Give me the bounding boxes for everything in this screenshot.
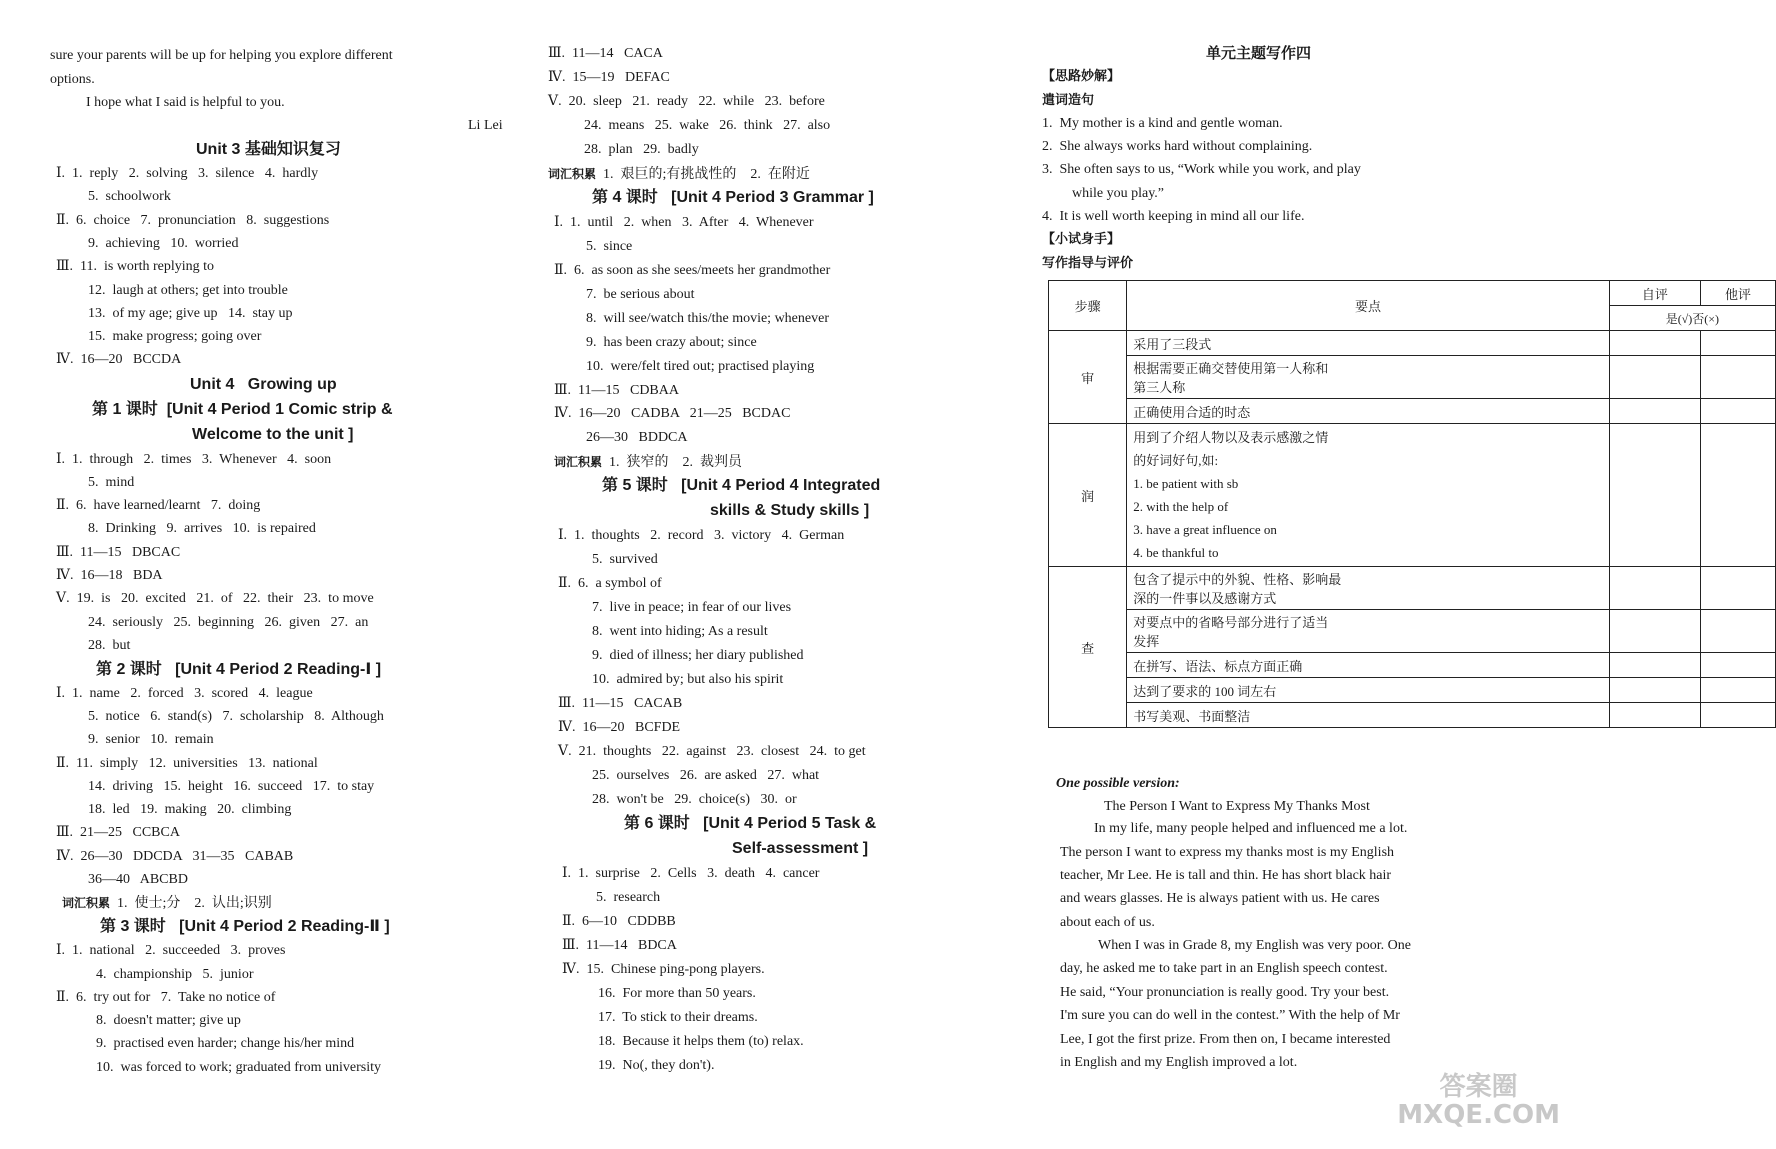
- essay-line: He said, “Your pronunciation is really good. Try your best.: [1060, 985, 1390, 1000]
- answer-line: 10. were/felt tired out; practised playing: [586, 359, 815, 374]
- subsection-label: 遣词造句: [1042, 93, 1095, 108]
- answer-line: 5. notice 6. stand(s) 7. scholarship 8. Although: [88, 709, 384, 724]
- table-cell: [1127, 567, 1609, 610]
- vocab-label: 词汇积累: [554, 455, 603, 469]
- essay-line: Lee, I got the first prize. From then on, I became interested: [1060, 1032, 1391, 1047]
- vocab-label: 词汇积累: [548, 167, 597, 181]
- period-title: [Unit 4 Period 3 Grammar ]: [671, 189, 874, 206]
- answer-line: Ⅱ. 6. as soon as she sees/meets her grandmother: [554, 263, 831, 278]
- table-cell: 在拼写、语法、标点方面正确: [1127, 653, 1609, 678]
- answer-line: 28. plan 29. badly: [584, 142, 699, 157]
- answer-line: 4. championship 5. junior: [96, 967, 254, 982]
- header-points: 要点: [1127, 281, 1609, 331]
- answer-line: Ⅰ. 1. reply 2. solving 3. silence 4. hardly: [56, 166, 319, 181]
- essay-line: day, he asked me to take part in an English speech contest.: [1060, 961, 1388, 976]
- answer-line: 16. For more than 50 years.: [598, 986, 756, 1001]
- answer-line: 36—40 ABCBD: [88, 872, 188, 887]
- period-label: 第 1 课时: [92, 401, 158, 418]
- essay-line: about each of us.: [1060, 915, 1155, 930]
- answer-line: 24. means 25. wake 26. think 27. also: [584, 118, 831, 133]
- answer-line: 8. went into hiding; As a result: [592, 624, 768, 639]
- header-peer: 他评: [1701, 281, 1776, 306]
- period-heading: [624, 815, 876, 833]
- table-cell: 达到了要求的 100 词左右: [1127, 678, 1609, 703]
- peer-check-cell[interactable]: [1701, 399, 1776, 424]
- essay-line: When I was in Grade 8, my English was very poor. One: [1098, 938, 1411, 953]
- table-cell: [1127, 356, 1609, 399]
- essay-title: The Person I Want to Express My Thanks Most: [1104, 799, 1370, 814]
- answer-line: Ⅱ. 11. simply 12. universities 13. national: [56, 756, 318, 771]
- period-heading: [592, 189, 874, 207]
- period-heading: [100, 918, 390, 936]
- answer-line: 19. No(, they don't).: [598, 1058, 715, 1073]
- answer-line: Ⅰ. 1. through 2. times 3. Whenever 4. soon: [56, 452, 332, 467]
- step-shen: 审: [1049, 331, 1127, 424]
- peer-check-cell[interactable]: [1701, 331, 1776, 356]
- vocab-text: 1. 使士;分 2. 认出;识别: [117, 896, 272, 911]
- period-title: [Unit 4 Period 1 Comic strip &: [166, 401, 393, 418]
- right-column: [1042, 0, 1751, 1149]
- table-cell: 采用了三段式: [1127, 331, 1609, 356]
- intro-line: options.: [50, 72, 95, 87]
- answer-line: Ⅴ. 20. sleep 21. ready 22. while 23. before: [548, 94, 825, 109]
- answer-line: 7. be serious about: [586, 287, 695, 302]
- cell-text: 包含了提示中的外貌、性格、影响最: [1133, 572, 1342, 587]
- answer-line: 13. of my age; give up 14. stay up: [88, 306, 293, 321]
- vocab-label: 词汇积累: [62, 896, 111, 910]
- cell-text: 1. be patient with sb: [1133, 476, 1239, 491]
- vocab-line: [62, 894, 272, 913]
- answer-line: 17. To stick to their dreams.: [598, 1010, 758, 1025]
- answer-line: 8. will see/watch this/the movie; whenever: [586, 311, 829, 326]
- answer-line: Ⅲ. 11—14 BDCA: [562, 938, 677, 953]
- answer-line: 5. schoolwork: [88, 189, 171, 204]
- answer-line: 12. laugh at others; get into trouble: [88, 283, 288, 298]
- essay-line: and wears glasses. He is always patient with us. He cares: [1060, 891, 1380, 906]
- cell-text: 2. with the help of: [1133, 499, 1229, 514]
- answer-line: Ⅳ. 16—20 CADBA 21—25 BCDAC: [554, 406, 791, 421]
- answer-line: Ⅰ. 1. national 2. succeeded 3. proves: [56, 943, 286, 958]
- period-label: 第 4 课时: [592, 189, 658, 206]
- self-check-cell[interactable]: [1609, 678, 1700, 703]
- answer-line: 25. ourselves 26. are asked 27. what: [592, 768, 820, 783]
- answer-line: 9. has been crazy about; since: [586, 335, 757, 350]
- section-label: 【小试身手】: [1042, 232, 1121, 247]
- watermark: [1397, 1073, 1560, 1129]
- peer-check-cell[interactable]: [1701, 356, 1776, 399]
- essay-line: I'm sure you can do well in the contest.” With the help of Mr: [1060, 1008, 1400, 1023]
- self-check-cell[interactable]: [1609, 399, 1700, 424]
- period-title: skills & Study skills ]: [710, 502, 870, 519]
- answer-line: Ⅲ. 11—15 DBCAC: [56, 545, 181, 560]
- section-label: 【思路妙解】: [1042, 69, 1121, 84]
- peer-check-cell[interactable]: [1701, 703, 1776, 728]
- self-check-cell[interactable]: [1609, 424, 1700, 567]
- answer-line: 8. Drinking 9. arrives 10. is repaired: [88, 521, 316, 536]
- answer-line: Ⅰ. 1. until 2. when 3. After 4. Whenever: [554, 215, 814, 230]
- period-label: 第 6 课时: [624, 815, 690, 832]
- answer-line: Ⅱ. 6. have learned/learnt 7. doing: [56, 498, 261, 513]
- period-title: [Unit 4 Period 5 Task &: [703, 815, 877, 832]
- header-self: 自评: [1609, 281, 1700, 306]
- answer-line: Ⅴ. 21. thoughts 22. against 23. closest 24. to get: [558, 744, 866, 759]
- peer-check-cell[interactable]: [1701, 653, 1776, 678]
- watermark-url: MXQE.COM: [1397, 1100, 1560, 1130]
- answer-line: 18. Because it helps them (to) relax.: [598, 1034, 804, 1049]
- answer-line: 28. won't be 29. choice(s) 30. or: [592, 792, 797, 807]
- cell-text: 深的一件事以及感谢方式: [1133, 591, 1277, 606]
- answer-line: 5. research: [596, 890, 661, 905]
- answer-line: Ⅴ. 19. is 20. excited 21. of 22. their 23. to move: [56, 591, 374, 606]
- header-yesno: 是(√)否(×): [1609, 306, 1775, 331]
- answer-line: Ⅳ. 15—19 DEFAC: [548, 70, 670, 85]
- answer-line: 10. admired by; but also his spirit: [592, 672, 784, 687]
- subsection-label: 写作指导与评价: [1042, 256, 1134, 271]
- answer-line: 5. since: [586, 239, 633, 254]
- period-label: 第 5 课时: [602, 477, 668, 494]
- table-cell: 正确使用合适的时态: [1127, 399, 1609, 424]
- unit3-heading: Unit 3 基础知识复习: [196, 141, 341, 158]
- answer-line: Ⅰ. 1. thoughts 2. record 3. victory 4. German: [558, 528, 845, 543]
- version-label: One possible version:: [1056, 776, 1180, 791]
- intro-line: I hope what I said is helpful to you.: [86, 95, 285, 110]
- answer-line: 8. doesn't matter; give up: [96, 1013, 241, 1028]
- cell-text: 对要点中的省略号部分进行了适当: [1133, 615, 1329, 630]
- answer-line: Ⅲ. 11—14 CACA: [548, 46, 663, 61]
- answer-line: 9. senior 10. remain: [88, 732, 214, 747]
- answer-line: Ⅲ. 21—25 CCBCA: [56, 825, 180, 840]
- sentence-line: 1. My mother is a kind and gentle woman.: [1042, 116, 1283, 131]
- answer-line: 26—30 BDDCA: [586, 430, 688, 445]
- cell-text: 第三人称: [1133, 380, 1186, 395]
- step-run: 润: [1049, 424, 1127, 567]
- answer-line: 5. mind: [88, 475, 135, 490]
- period-heading: [96, 661, 381, 679]
- answer-line: 9. died of illness; her diary published: [592, 648, 804, 663]
- answer-line: Ⅱ. 6. choice 7. pronunciation 8. suggestions: [56, 213, 330, 228]
- peer-check-cell[interactable]: [1701, 567, 1776, 610]
- essay-line: in English and my English improved a lot.: [1060, 1055, 1298, 1070]
- answer-line: Ⅲ. 11—15 CDBAA: [554, 383, 679, 398]
- answer-line: 9. practised even harder; change his/her mind: [96, 1036, 355, 1051]
- watermark-text: 答案圈: [1439, 1072, 1518, 1102]
- sentence-line: while you play.”: [1072, 186, 1165, 201]
- answer-line: 24. seriously 25. beginning 26. given 27. an: [88, 615, 369, 630]
- self-check-cell[interactable]: [1609, 356, 1700, 399]
- peer-check-cell[interactable]: [1701, 424, 1776, 567]
- self-check-cell[interactable]: [1609, 331, 1700, 356]
- self-check-cell[interactable]: [1609, 653, 1700, 678]
- answer-line: 28. but: [88, 638, 131, 653]
- answer-line: 9. achieving 10. worried: [88, 236, 239, 251]
- vocab-line: [554, 453, 742, 472]
- table-cell: [1127, 424, 1609, 567]
- sentence-line: 4. It is well worth keeping in mind all our life.: [1042, 209, 1305, 224]
- answer-line: Ⅰ. 1. name 2. forced 3. scored 4. league: [56, 686, 313, 701]
- unit4-heading: Unit 4 Growing up: [190, 376, 337, 393]
- header-step: 步骤: [1049, 281, 1127, 331]
- period-heading: [602, 477, 880, 495]
- table-cell: [1127, 610, 1609, 653]
- answer-line: Ⅱ. 6. try out for 7. Take no notice of: [56, 990, 276, 1005]
- cell-text: 根据需要正确交替使用第一人称和: [1133, 361, 1329, 376]
- answer-line: 15. make progress; going over: [88, 329, 262, 344]
- answer-line: Ⅳ. 15. Chinese ping-pong players.: [562, 962, 765, 977]
- period-title: [Unit 4 Period 2 Reading-Ⅰ ]: [175, 661, 382, 678]
- period-title: Self-assessment ]: [732, 840, 869, 857]
- answer-line: 7. live in peace; in fear of our lives: [592, 600, 792, 615]
- sentence-line: 2. She always works hard without complaining.: [1042, 139, 1313, 154]
- peer-check-cell[interactable]: [1701, 678, 1776, 703]
- cell-text: 的好词好句,如:: [1133, 453, 1219, 468]
- signature: Li Lei: [468, 118, 503, 133]
- period-heading: [92, 401, 393, 419]
- self-check-cell[interactable]: [1609, 610, 1700, 653]
- cell-text: 4. be thankful to: [1133, 545, 1219, 560]
- cell-text: 发挥: [1133, 634, 1160, 649]
- left-column: [50, 0, 530, 1149]
- answer-line: Ⅳ. 16—20 BCCDA: [56, 352, 182, 367]
- peer-check-cell[interactable]: [1701, 610, 1776, 653]
- writing-title: 单元主题写作四: [1206, 45, 1312, 62]
- essay-line: In my life, many people helped and influenced me a lot.: [1094, 821, 1408, 836]
- period-label: 第 3 课时: [100, 918, 166, 935]
- self-check-cell[interactable]: [1609, 567, 1700, 610]
- answer-line: Ⅰ. 1. surprise 2. Cells 3. death 4. cancer: [562, 866, 820, 881]
- answer-line: Ⅳ. 16—20 BCFDE: [558, 720, 681, 735]
- period-title: Welcome to the unit ]: [192, 426, 354, 443]
- evaluation-table: [1048, 280, 1776, 728]
- cell-text: 用到了介绍人物以及表示感激之情: [1133, 430, 1329, 445]
- period-title: [Unit 4 Period 4 Integrated: [681, 477, 881, 494]
- answer-line: 18. led 19. making 20. climbing: [88, 802, 292, 817]
- period-label: 第 2 课时: [96, 661, 162, 678]
- intro-line: sure your parents will be up for helping you explore different: [50, 48, 393, 63]
- vocab-text: 1. 艰巨的;有挑战性的 2. 在附近: [603, 167, 810, 182]
- answer-line: 14. driving 15. height 16. succeed 17. to stay: [88, 779, 375, 794]
- answer-line: 5. survived: [592, 552, 658, 567]
- sentence-line: 3. She often says to us, “Work while you work, and play: [1042, 162, 1361, 177]
- answer-line: Ⅲ. 11—15 CACAB: [558, 696, 683, 711]
- answer-line: Ⅳ. 16—18 BDA: [56, 568, 163, 583]
- answer-line: Ⅳ. 26—30 DDCDA 31—35 CABAB: [56, 849, 294, 864]
- vocab-text: 1. 狭窄的 2. 裁判员: [609, 455, 743, 470]
- answer-line: Ⅲ. 11. is worth replying to: [56, 259, 215, 274]
- middle-column: [548, 0, 1018, 1149]
- essay-line: The person I want to express my thanks most is my English: [1060, 845, 1395, 860]
- essay-line: teacher, Mr Lee. He is tall and thin. He has short black hair: [1060, 868, 1392, 883]
- answer-line: 10. was forced to work; graduated from university: [96, 1060, 381, 1075]
- self-check-cell[interactable]: [1609, 703, 1700, 728]
- vocab-line: [548, 165, 810, 184]
- step-cha: 查: [1049, 567, 1127, 728]
- answer-line: Ⅱ. 6—10 CDDBB: [562, 914, 676, 929]
- cell-text: 3. have a great influence on: [1133, 522, 1277, 537]
- period-title: [Unit 4 Period 2 Reading-Ⅱ ]: [179, 918, 390, 935]
- answer-line: Ⅱ. 6. a symbol of: [558, 576, 662, 591]
- table-cell: 书写美观、书面整洁: [1127, 703, 1609, 728]
